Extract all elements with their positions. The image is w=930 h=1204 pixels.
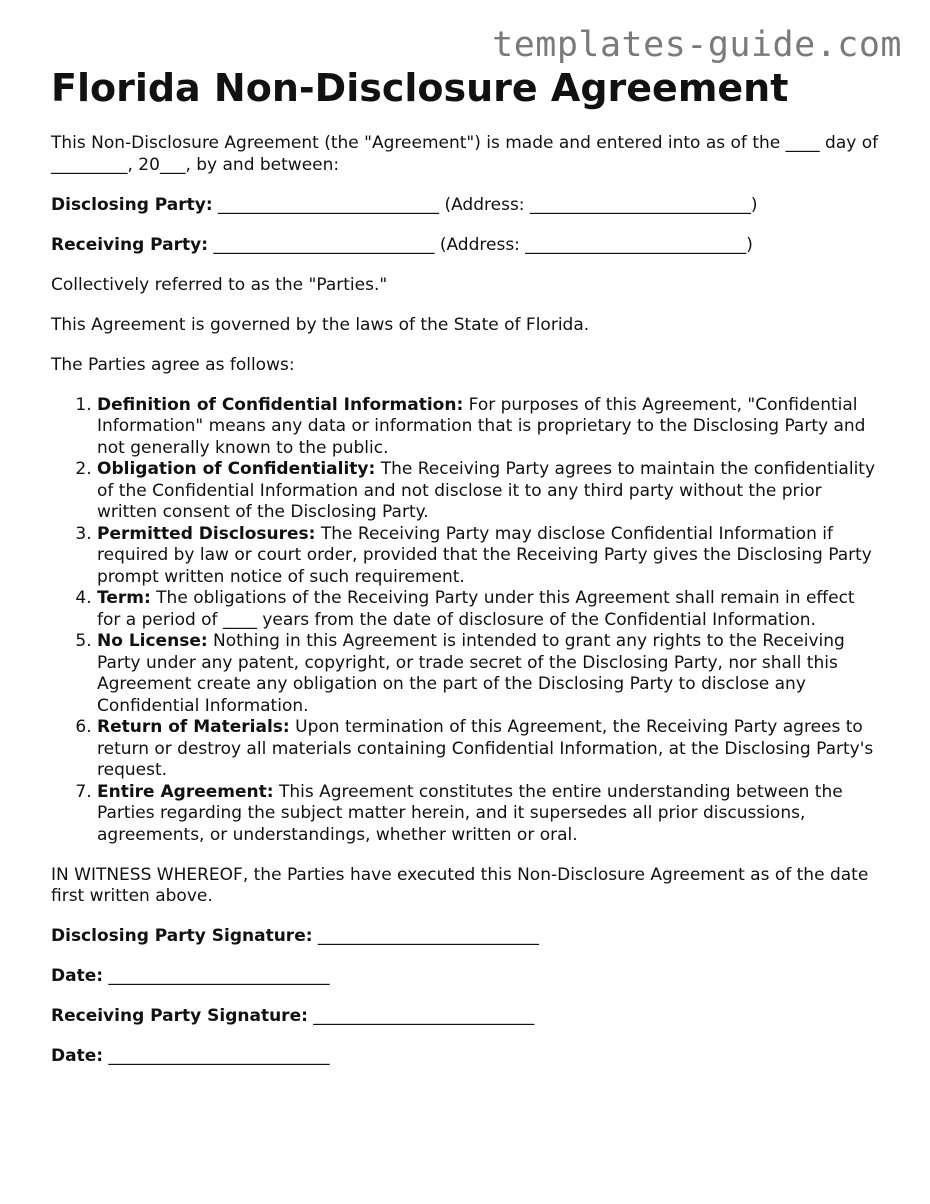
clause-title: No License:: [97, 631, 208, 651]
clause-item: [97, 395, 881, 460]
clause-item: [97, 524, 881, 589]
clause-item: [97, 782, 881, 847]
date-blank: __________________________: [103, 1046, 330, 1066]
clause-text: The Receiving Party may disclose Confidential Information if required by law or court order, provided that the Receiving Party gives the Disclosing Party prompt written notice of such requirement.: [97, 523, 872, 587]
collective-paragraph: Collectively referred to as the "Parties.": [51, 274, 388, 295]
intro-paragraph: This Non-Disclosure Agreement (the "Agreement") is made and entered into as of the ____ day of _________, 20___, by and between:: [51, 133, 879, 175]
clause-item: [97, 588, 881, 631]
clauses-list: [51, 395, 881, 847]
clause-text: Upon termination of this Agreement, the Receiving Party agrees to return or destroy all materials containing Confidential Information, at the Disclosing Party's request.: [97, 717, 874, 780]
watermark: templates-guide.com: [492, 25, 902, 65]
disclosing-signature-label: Disclosing Party Signature:: [51, 926, 313, 946]
receiving-party-label: Receiving Party:: [51, 234, 209, 255]
receiving-signature-line: [51, 1006, 881, 1028]
clause-item: [97, 631, 881, 717]
receiving-party-line: [51, 235, 881, 257]
clause-text: Nothing in this Agreement is intended to grant any rights to the Receiving Party under any patent, copyright, or trade secret of the Disclosing Party, nor shall this Agreement create any obligation on the part of the Disclosing Party to disclose any Confidential Information.: [97, 631, 845, 716]
receiving-signature-label: Receiving Party Signature:: [51, 1006, 308, 1026]
clause-text: The Receiving Party agrees to maintain the confidentiality of the Confidential Information and not disclose it to any third party without the prior written consent of the Disclosing Party.: [97, 459, 876, 522]
document-title: Florida Non-Disclosure Agreement: [51, 66, 789, 110]
receiving-signature-blank: __________________________: [307, 1006, 535, 1026]
governing-law-paragraph: This Agreement is governed by the laws of the State of Florida.: [51, 314, 590, 335]
clause-title: Permitted Disclosures:: [97, 523, 316, 544]
date-blank: __________________________: [103, 966, 330, 986]
clause-title: Return of Materials:: [97, 717, 290, 737]
disclosing-party-blanks: __________________________ (Address: __________________________): [212, 194, 758, 215]
disclosing-party-line: [51, 195, 881, 217]
clause-item: [97, 459, 881, 524]
clause-title: Obligation of Confidentiality:: [97, 459, 376, 479]
receiving-date-line: [51, 1046, 881, 1068]
document-page: [51, 66, 881, 1068]
clause-title: Term:: [97, 588, 151, 608]
receiving-party-blanks: __________________________ (Address: __________________________): [208, 234, 753, 255]
clause-title: Definition of Confidential Information:: [97, 394, 464, 415]
clause-text: This Agreement constitutes the entire understanding between the Parties regarding the subject matter herein, and it supersedes all prior discussions, agreements, or understandings, whether written or oral.: [97, 781, 843, 845]
clause-text: The obligations of the Receiving Party under this Agreement shall remain in effect for a period of ____ years from the date of disclosure of the Confidential Information.: [97, 588, 855, 630]
witness-paragraph: IN WITNESS WHEREOF, the Parties have executed this Non-Disclosure Agreement as of the date first written above.: [51, 864, 869, 906]
date-label: Date:: [51, 966, 104, 986]
clause-title: Entire Agreement:: [97, 781, 274, 802]
disclosing-signature-line: [51, 926, 881, 948]
date-label: Date:: [51, 1046, 104, 1066]
agree-paragraph: The Parties agree as follows:: [51, 354, 295, 375]
disclosing-signature-blank: __________________________: [312, 926, 539, 946]
clause-text: For purposes of this Agreement, "Confidential Information" means any data or information that is proprietary to the Disclosing Party and not generally known to the public.: [97, 394, 866, 458]
clause-item: [97, 717, 881, 782]
disclosing-date-line: [51, 966, 881, 988]
disclosing-party-label: Disclosing Party:: [51, 194, 213, 215]
